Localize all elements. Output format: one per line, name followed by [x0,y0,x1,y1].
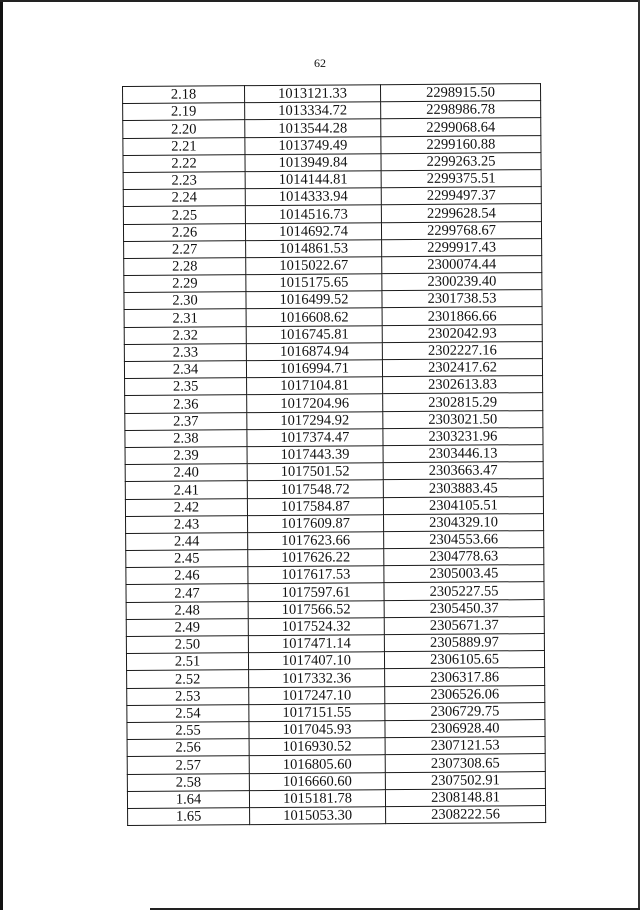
easting-cell: 1017104.81 [247,377,383,395]
point-id-cell: 2.49 [126,618,248,636]
table-row [124,324,542,344]
point-id-cell: 2.20 [123,120,245,138]
easting-cell: 1017548.72 [247,480,383,498]
northing-cell: 2306928.40 [385,720,545,738]
table-row [126,582,544,602]
table-row [126,548,544,568]
point-id-cell: 2.32 [124,326,246,344]
northing-cell: 2299068.64 [381,118,541,136]
easting-cell: 1013749.49 [245,136,381,154]
table-row [123,118,541,138]
point-id-cell: 2.21 [123,137,245,155]
point-id-cell: 2.47 [126,584,248,602]
easting-cell: 1017294.92 [247,411,383,429]
coordinates-table-body [123,84,546,826]
table-row [126,599,544,619]
easting-cell: 1017623.66 [248,532,384,550]
easting-cell: 1016499.52 [246,291,382,309]
northing-cell: 2304553.66 [384,530,544,548]
point-id-cell: 2.33 [124,343,246,361]
table-row [127,702,545,722]
table-row [127,737,545,757]
northing-cell: 2299375.51 [381,170,541,188]
point-id-cell: 2.30 [124,292,246,310]
table-row [126,565,544,585]
point-id-cell: 2.43 [126,515,248,533]
table-row [125,427,543,447]
northing-cell: 2303883.45 [383,479,543,497]
northing-cell: 2302417.62 [382,359,542,377]
table-row [123,152,541,172]
northing-cell: 2305450.37 [384,599,544,617]
easting-cell: 1016874.94 [246,343,382,361]
table-row [127,720,545,740]
easting-cell: 1016805.60 [249,755,385,773]
northing-cell: 2302613.83 [383,376,543,394]
table-row [126,634,544,654]
easting-cell: 1017617.53 [248,566,384,584]
table-row [125,410,543,430]
easting-cell: 1017247.10 [249,686,385,704]
point-id-cell: 2.18 [123,86,245,104]
easting-cell: 1016930.52 [249,738,385,756]
northing-cell: 2307502.91 [385,771,545,789]
table-row [127,685,545,705]
point-id-cell: 2.22 [123,154,245,172]
point-id-cell: 2.57 [127,756,249,774]
northing-cell: 2298915.50 [380,84,540,102]
easting-cell: 1017332.36 [249,669,385,687]
point-id-cell: 2.23 [123,172,245,190]
table-row [123,135,541,155]
table-row [124,255,542,275]
point-id-cell: 2.58 [127,773,249,791]
northing-cell: 2300239.40 [382,273,542,291]
table-row [125,496,543,516]
table-row [123,84,541,104]
northing-cell: 2298986.78 [381,101,541,119]
point-id-cell: 2.50 [126,636,248,654]
northing-cell: 2299497.37 [381,187,541,205]
point-id-cell: 2.52 [127,670,249,688]
point-id-cell: 2.41 [125,481,247,499]
easting-cell: 1013121.33 [245,85,381,103]
coordinates-table-wrapper [122,83,545,826]
northing-cell: 2303446.13 [383,445,543,463]
easting-cell: 1013544.28 [245,119,381,137]
table-row [126,651,544,671]
point-id-cell: 2.26 [123,223,245,241]
table-row [127,754,545,774]
point-id-cell: 2.54 [127,704,249,722]
page-edge-top [0,0,640,2]
point-id-cell: 2.44 [126,533,248,551]
table-row [123,204,541,224]
easting-cell: 1014861.53 [246,239,382,257]
northing-cell: 2305227.55 [384,582,544,600]
easting-cell: 1014516.73 [245,205,381,223]
point-id-cell: 2.31 [124,309,246,327]
point-id-cell: 2.40 [125,464,247,482]
table-row [125,462,543,482]
easting-cell: 1015022.67 [246,257,382,275]
point-id-cell: 1.64 [127,790,249,808]
northing-cell: 2306317.86 [385,668,545,686]
easting-cell: 1013949.84 [245,153,381,171]
table-row [123,221,541,241]
easting-cell: 1017443.39 [247,446,383,464]
northing-cell: 2306526.06 [385,685,545,703]
table-row [124,238,542,258]
easting-cell: 1015175.65 [246,274,382,292]
easting-cell: 1017374.47 [247,428,383,446]
point-id-cell: 2.42 [125,498,247,516]
easting-cell: 1015181.78 [249,789,385,807]
northing-cell: 2299160.88 [381,135,541,153]
northing-cell: 2305003.45 [384,565,544,583]
northing-cell: 2305671.37 [384,616,544,634]
northing-cell: 2303021.50 [383,410,543,428]
easting-cell: 1017524.32 [248,617,384,635]
northing-cell: 2304329.10 [383,513,543,531]
easting-cell: 1017407.10 [248,652,384,670]
northing-cell: 2302227.16 [382,341,542,359]
table-row [124,307,542,327]
table-row [123,170,541,190]
page-edge-left [0,0,3,910]
easting-cell: 1016608.62 [246,308,382,326]
easting-cell: 1017151.55 [249,703,385,721]
easting-cell: 1017045.93 [249,721,385,739]
point-id-cell: 1.65 [128,808,250,826]
easting-cell: 1016994.71 [246,360,382,378]
page-number: 62 [314,56,326,70]
table-row [125,376,543,396]
northing-cell: 2301866.66 [382,307,542,325]
table-row [127,788,545,808]
northing-cell: 2308148.81 [385,788,545,806]
northing-cell: 2303231.96 [383,427,543,445]
northing-cell: 2303663.47 [383,462,543,480]
table-row [126,530,544,550]
northing-cell: 2302042.93 [382,324,542,342]
northing-cell: 2304778.63 [384,548,544,566]
easting-cell: 1014144.81 [245,171,381,189]
table-row [125,393,543,413]
easting-cell: 1013334.72 [245,102,381,120]
northing-cell: 2300074.44 [382,255,542,273]
table-row [128,805,546,825]
easting-cell: 1016660.60 [249,772,385,790]
easting-cell: 1015053.30 [250,807,386,825]
point-id-cell: 2.53 [127,687,249,705]
easting-cell: 1017471.14 [248,635,384,653]
easting-cell: 1017609.87 [248,514,384,532]
point-id-cell: 2.27 [124,240,246,258]
table-row [127,771,545,791]
northing-cell: 2306105.65 [384,651,544,669]
easting-cell: 1017626.22 [248,549,384,567]
point-id-cell: 2.35 [125,378,247,396]
point-id-cell: 2.19 [123,103,245,121]
easting-cell: 1017597.61 [248,583,384,601]
point-id-cell: 2.51 [126,653,248,671]
point-id-cell: 2.28 [124,258,246,276]
northing-cell: 2308222.56 [386,805,546,823]
point-id-cell: 2.25 [123,206,245,224]
point-id-cell: 2.56 [127,739,249,757]
northing-cell: 2305889.97 [384,634,544,652]
table-row [125,479,543,499]
table-row [124,359,542,379]
coordinates-table [122,83,546,826]
northing-cell: 2299263.25 [381,152,541,170]
table-row [125,445,543,465]
northing-cell: 2301738.53 [382,290,542,308]
table-row [126,513,544,533]
point-id-cell: 2.38 [125,429,247,447]
northing-cell: 2304105.51 [383,496,543,514]
easting-cell: 1014333.94 [245,188,381,206]
point-id-cell: 2.36 [125,395,247,413]
point-id-cell: 2.24 [123,189,245,207]
northing-cell: 2307308.65 [385,754,545,772]
northing-cell: 2306729.75 [385,702,545,720]
northing-cell: 2299768.67 [381,221,541,239]
table-row [123,101,541,121]
table-row [126,616,544,636]
northing-cell: 2299628.54 [381,204,541,222]
table-row [124,341,542,361]
northing-cell: 2307121.53 [385,737,545,755]
table-row [123,187,541,207]
easting-cell: 1017584.87 [247,497,383,515]
point-id-cell: 2.48 [126,601,248,619]
table-row [124,290,542,310]
easting-cell: 1017566.52 [248,600,384,618]
table-row [124,273,542,293]
northing-cell: 2302815.29 [383,393,543,411]
northing-cell: 2299917.43 [382,238,542,256]
easting-cell: 1017501.52 [247,463,383,481]
point-id-cell: 2.55 [127,722,249,740]
point-id-cell: 2.45 [126,550,248,568]
point-id-cell: 2.29 [124,275,246,293]
point-id-cell: 2.39 [125,447,247,465]
easting-cell: 1014692.74 [245,222,381,240]
point-id-cell: 2.37 [125,412,247,430]
easting-cell: 1017204.96 [247,394,383,412]
point-id-cell: 2.34 [124,361,246,379]
point-id-cell: 2.46 [126,567,248,585]
table-row [127,668,545,688]
easting-cell: 1016745.81 [246,325,382,343]
